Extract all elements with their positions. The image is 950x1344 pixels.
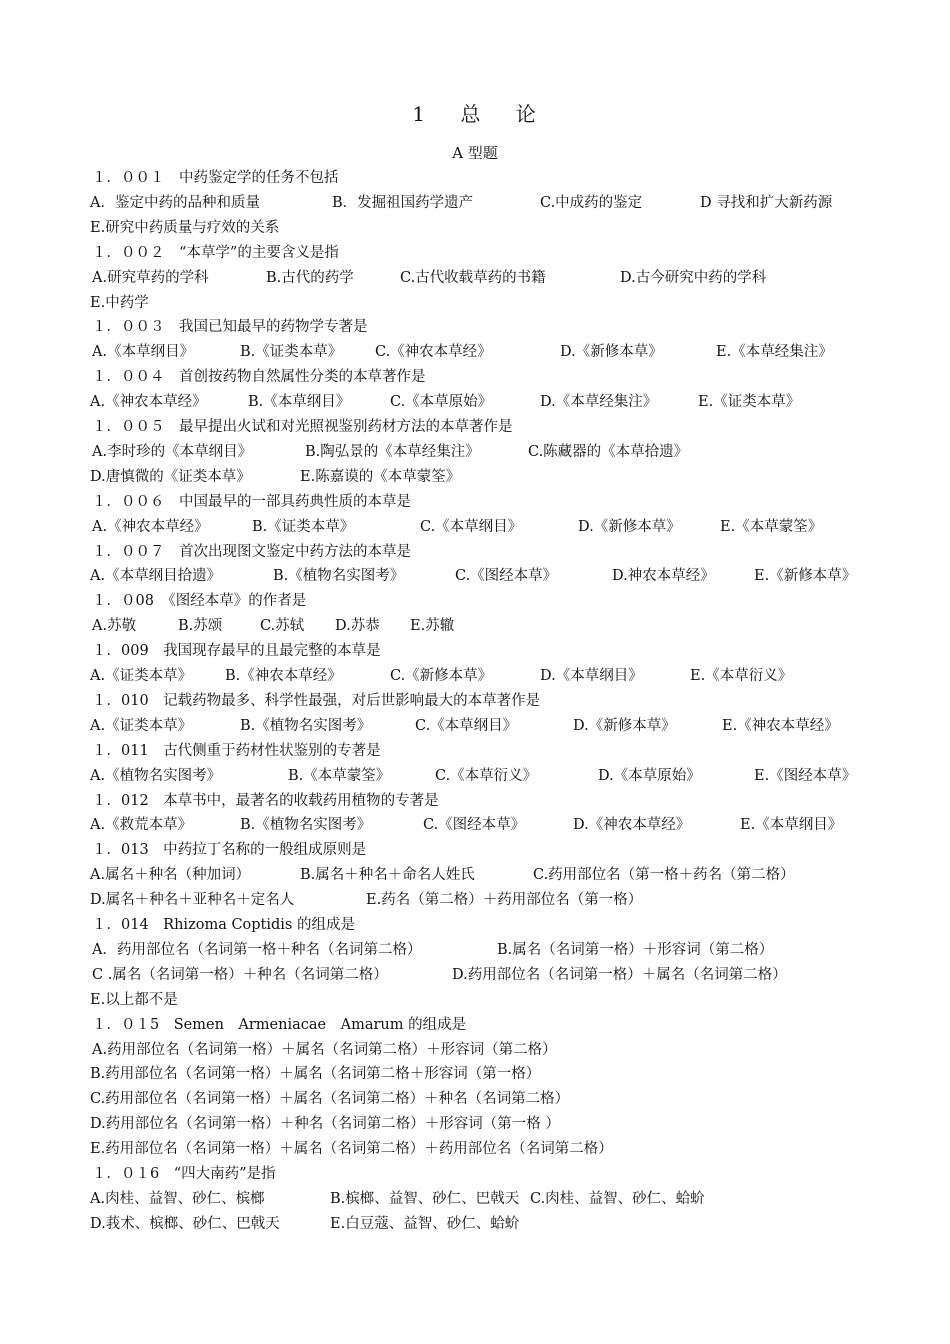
answer-option: D.《神农本草经》 [573, 817, 691, 834]
answer-option: A.《本草纲目拾遗》 [90, 568, 222, 585]
answer-option: E.苏辙 [410, 618, 455, 635]
answer-option: E.《本草纲目》 [740, 817, 843, 834]
question-stem: １．009 我国现存最早的且最完整的本草是 [92, 643, 381, 660]
answer-option: E.药名（第二格）＋药用部位名（第一格） [366, 892, 643, 909]
answer-option: B.《证类本草》 [240, 344, 343, 361]
answer-option: E.白豆蔻、益智、砂仁、蛤蚧 [330, 1215, 520, 1232]
question-stem: １．００５ 最早提出火试和对光照视鉴别药材方法的本草著作是 [92, 419, 513, 435]
answer-option: C.中成药的鉴定 [540, 194, 643, 211]
answer-option: E.《新修本草》 [754, 568, 857, 585]
answer-option: C.《新修本草》 [390, 668, 493, 684]
answer-option: E.《本草衍义》 [690, 668, 793, 684]
question-stem: １．011 古代侧重于药材性状鉴别的专著是 [92, 742, 381, 759]
question-stem: １．010 记载药物最多、科学性最强，对后世影响最大的本草著作是 [92, 692, 541, 709]
answer-option: D.《新修本草》 [560, 344, 663, 361]
answer-option: E.《本草经集注》 [716, 344, 833, 361]
answer-option: D.唐慎微的《证类本草》 [90, 468, 251, 485]
answer-option: B.《本草蒙筌》 [288, 767, 391, 784]
answer-option: B.《植物名实图考》 [240, 817, 372, 834]
answer-option: C .属名（名词第一格）＋种名（名词第二格） [92, 966, 388, 983]
answer-option: E.研究中药质量与疗效的关系 [90, 219, 280, 236]
answer-option: E.《图经本草》 [754, 767, 857, 784]
question-stem: １．００４ 首创按药物自然属性分类的本草著作是 [92, 369, 426, 386]
answer-option: B.《植物名实图考》 [273, 568, 405, 585]
answer-option: B.药用部位名（名词第一格）＋属名（名词第二格＋形容词（第一格） [90, 1066, 541, 1083]
answer-option: D.神农本草经》 [612, 568, 715, 585]
answer-option: C.《本草纲目》 [420, 518, 523, 535]
answer-option: B.《证类本草》 [252, 518, 355, 535]
question-stem: １．００１ 中药鉴定学的任务不包括 [92, 170, 339, 186]
answer-option: A.《救荒本草》 [90, 817, 193, 834]
answer-option: C.《图经本草》 [455, 568, 558, 585]
chapter-title: 1 总 论 [412, 102, 538, 126]
answer-option: A.药用部位名（名词第一格）＋属名（名词第二格）＋形容词（第二格） [92, 1041, 557, 1058]
question-stem: １．０１6 “四大南药”是指 [92, 1166, 276, 1182]
answer-option: A.《神农本草经》 [92, 518, 209, 535]
answer-option: B.《植物名实图考》 [240, 717, 372, 734]
answer-option: B.古代的药学 [266, 269, 354, 286]
answer-option: A.《本草纲目》 [92, 344, 195, 361]
answer-option: A.肉桂、益智、砂仁、槟榔 [90, 1190, 265, 1207]
answer-option: E.中药学 [90, 294, 149, 311]
question-stem: １．００６ 中国最早的一部具药典性质的本草是 [92, 493, 411, 510]
answer-option: C.《本草纲目》 [415, 717, 518, 734]
answer-option: B．发掘祖国药学遗产 [332, 194, 474, 211]
answer-option: B.《本草纲目》 [248, 394, 351, 411]
answer-option: C.药用部位名（第一格＋药名（第二格） [533, 867, 795, 884]
answer-option: C.肉桂、益智、砂仁、蛤蚧 [530, 1190, 705, 1207]
answer-option: D.属名＋种名＋亚种名＋定名人 [90, 892, 295, 909]
answer-option: B.陶弘景的《本草经集注》 [305, 443, 480, 460]
answer-option: B.槟榔、益智、砂仁、巴戟天 [330, 1190, 520, 1207]
answer-option: C.《本草衍义》 [435, 767, 538, 784]
answer-option: C.《图经本草》 [423, 817, 526, 834]
answer-option: A.属名＋种名（种加词） [90, 867, 251, 884]
answer-option: D.莪术、槟榔、砂仁、巴戟天 [90, 1215, 280, 1232]
answer-option: B.属名（名词第一格）＋形容词（第二格） [497, 941, 774, 958]
question-stem: １．０１5 Semen Armeniacae Amarum 的组成是 [92, 1016, 467, 1033]
answer-option: D.《新修本草》 [578, 518, 681, 535]
question-stem: １．013 中药拉丁名称的一般组成原则是 [92, 842, 367, 859]
question-stem: １．００７ 首次出现图文鉴定中药方法的本草是 [92, 543, 411, 560]
answer-option: B.《神农本草经》 [225, 668, 342, 684]
answer-option: A.《证类本草》 [90, 668, 193, 684]
answer-option: D.《本草纲目》 [540, 668, 643, 684]
answer-option: E.《本草蒙筌》 [720, 518, 823, 535]
section-subtitle: A 型题 [452, 144, 498, 162]
answer-option: E.《证类本草》 [698, 394, 801, 411]
answer-option: D 寻找和扩大新药源 [700, 194, 833, 211]
answer-option: E.陈嘉谟的《本草蒙筌》 [300, 468, 461, 485]
answer-option: A.苏敬 [92, 618, 137, 635]
answer-option: C.《神农本草经》 [375, 344, 492, 361]
answer-option: D.《本草原始》 [598, 767, 701, 784]
answer-option: A.《植物名实图考》 [90, 767, 222, 784]
answer-option: E.以上都不是 [90, 991, 178, 1008]
answer-option: D.《本草经集注》 [540, 394, 658, 411]
answer-option: A.《证类本草》 [90, 717, 193, 734]
answer-option: E.药用部位名（名词第一格）＋属名（名词第二格）＋药用部位名（名词第二格） [90, 1141, 613, 1158]
question-stem: １．００３ 我国已知最早的药物学专著是 [92, 319, 368, 336]
answer-option: B.属名＋种名＋命名人姓氏 [300, 867, 475, 884]
answer-option: E.《神农本草经》 [722, 717, 839, 734]
question-stem: １．０08 《图经本草》的作者是 [92, 593, 307, 610]
answer-option: A.研究草药的学科 [92, 269, 209, 286]
answer-option: C.陈藏器的《本草拾遗》 [528, 443, 689, 460]
answer-option: A.《神农本草经》 [90, 394, 207, 411]
answer-option: C.古代收载草药的书籍 [400, 269, 546, 286]
answer-option: C.《本草原始》 [390, 394, 493, 411]
answer-option: D.药用部位名（名词第一格）＋种名（名词第二格）＋形容词（第一格 ） [90, 1116, 560, 1133]
answer-option: A．鉴定中药的品种和质量 [90, 194, 260, 211]
answer-option: B.苏颂 [178, 618, 223, 635]
answer-option: D.苏恭 [335, 618, 380, 635]
answer-option: D.《新修本草》 [573, 717, 676, 734]
question-stem: １．014 Rhizoma Coptidis 的组成是 [92, 917, 355, 933]
answer-option: D.药用部位名（名词第一格）＋属名（名词第二格） [452, 966, 787, 983]
answer-option: D.古今研究中药的学科 [620, 269, 767, 286]
answer-option: C.药用部位名（名词第一格）＋属名（名词第二格）＋种名（名词第二格） [90, 1091, 570, 1108]
answer-option: A.李时珍的《本草纲目》 [92, 443, 253, 460]
question-stem: １．012 本草书中，最著名的收载药用植物的专著是 [92, 792, 439, 809]
question-stem: １．００２ “本草学”的主要含义是指 [92, 244, 339, 261]
answer-option: C.苏轼 [260, 618, 305, 635]
answer-option: A．药用部位名（名词第一格＋种名（名词第二格） [92, 941, 422, 958]
